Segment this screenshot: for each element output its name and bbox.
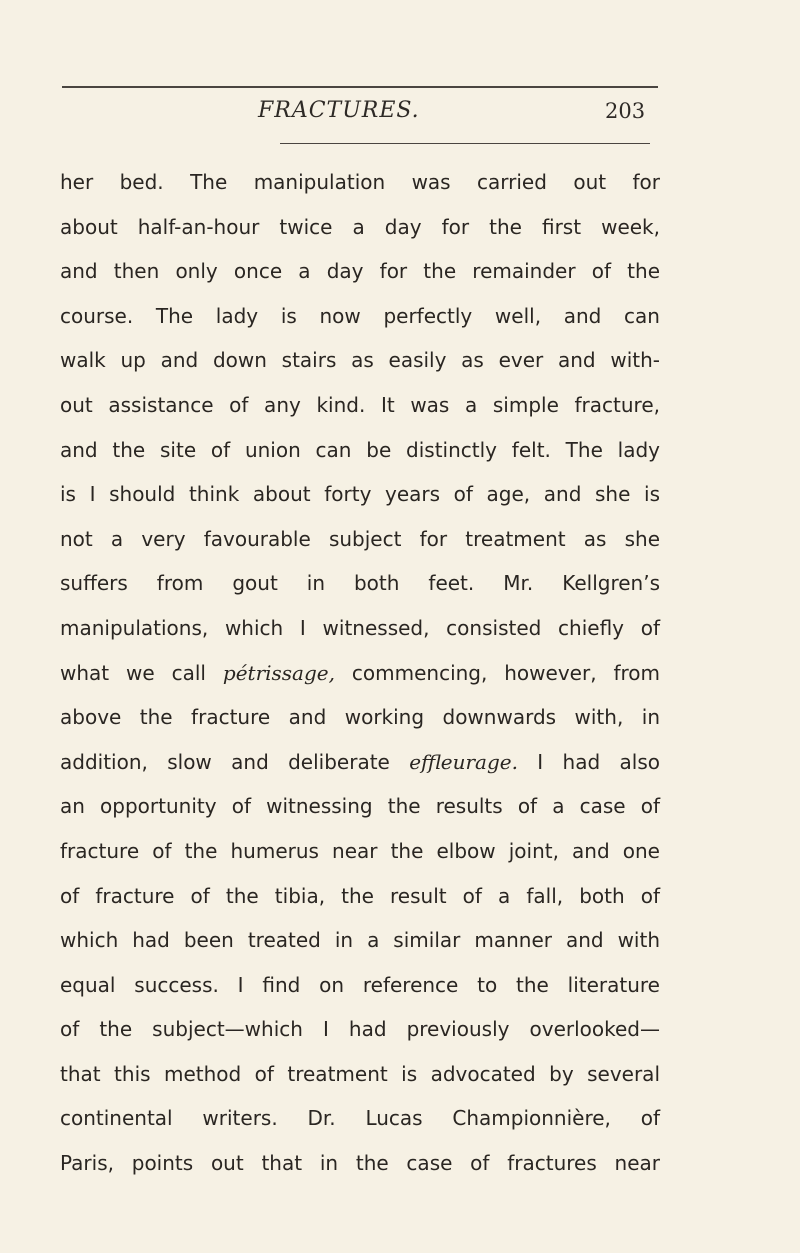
text-segment: commencing, however, from	[334, 660, 661, 685]
text-line: that this method of treatment is advocated by several	[60, 1061, 660, 1086]
body-text	[60, 160, 660, 1186]
text-line: suffers from gout in both feet. Mr. Kellgren’s	[60, 571, 660, 596]
text-line: of the subject—which I had previously overlooked—	[60, 1017, 660, 1042]
text-line: equal success. I find on reference to the literature	[60, 972, 660, 997]
running-head: FRACTURES.	[258, 98, 420, 123]
text-line: which had been treated in a similar manner and with	[60, 928, 660, 953]
page-number: 203	[605, 99, 646, 123]
text-line: out assistance of any kind. It was a simple fracture,	[60, 392, 660, 417]
text-line: an opportunity of witnessing the results of a case of	[60, 794, 660, 819]
text-segment: addition, slow and deliberate	[60, 749, 410, 774]
text-segment: I had also	[517, 749, 660, 774]
text-line: walk up and down stairs as easily as ever and with-	[60, 348, 660, 373]
italic-term: effleurage.	[409, 749, 518, 774]
header-rule-bottom	[280, 143, 650, 144]
italic-term: pétrissage,	[222, 660, 335, 685]
text-line: continental writers. Dr. Lucas Championnière, of	[60, 1106, 660, 1131]
text-segment: what we call	[60, 660, 223, 685]
text-line: of fracture of the tibia, the result of a fall, both of	[60, 883, 660, 908]
text-line	[60, 651, 660, 696]
text-line: is I should think about forty years of age, and she is	[60, 482, 660, 507]
text-line: Paris, points out that in the case of fractures near	[60, 1151, 660, 1176]
text-line: course. The lady is now perfectly well, and can	[60, 303, 660, 328]
text-line: and then only once a day for the remainder of the	[60, 259, 660, 284]
text-line: about half-an-hour twice a day for the first week,	[60, 214, 660, 239]
text-line: above the fracture and working downwards with, in	[60, 705, 660, 730]
text-line: not a very favourable subject for treatment as she	[60, 526, 660, 551]
text-line	[60, 740, 660, 785]
header-rule-top	[62, 86, 658, 88]
text-line: and the site of union can be distinctly felt. The lady	[60, 437, 660, 462]
text-line: manipulations, which I witnessed, consisted chiefly of	[60, 615, 660, 640]
text-line: her bed. The manipulation was carried out for	[60, 170, 660, 194]
text-line: fracture of the humerus near the elbow joint, and one	[60, 838, 660, 863]
